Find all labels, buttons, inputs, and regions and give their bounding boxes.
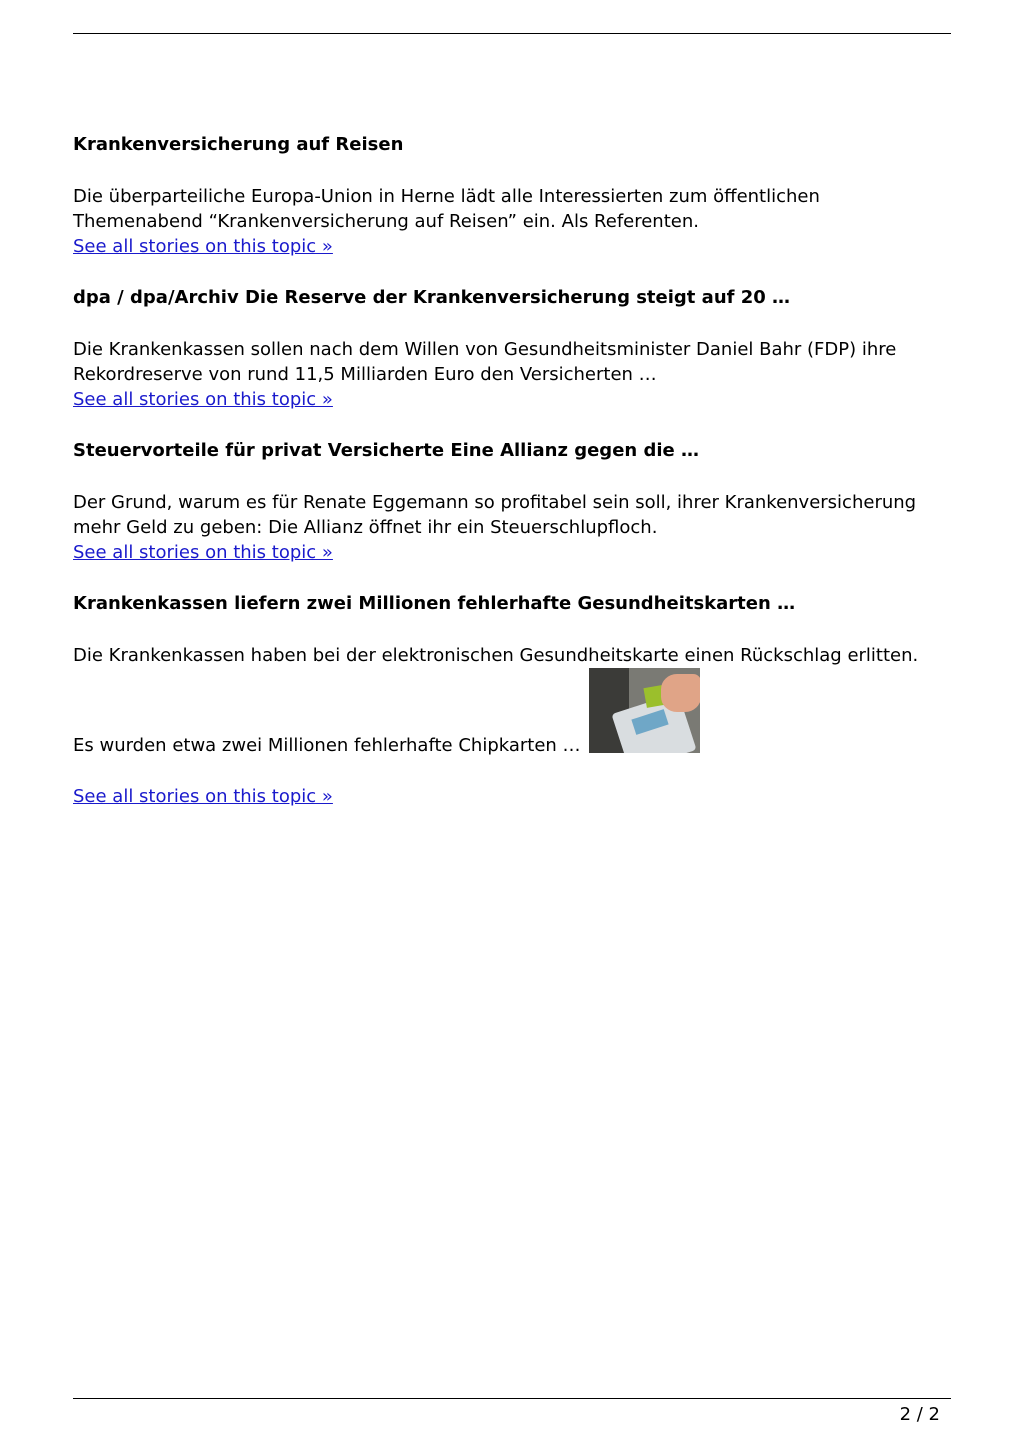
story-text-line: Es wurden etwa zwei Millionen fehlerhafte Chipkarten … xyxy=(73,735,581,756)
story-title: Krankenversicherung auf Reisen xyxy=(73,134,404,155)
story-text-line: Die Krankenkassen sollen nach dem Willen von Gesundheitsminister Daniel Bahr (FDP) ihre xyxy=(73,339,897,360)
story-text-with-image xyxy=(73,668,951,758)
see-all-stories-link[interactable]: See all stories on this topic » xyxy=(73,389,333,410)
story-title: dpa / dpa/Archiv Die Reserve der Krankenversicherung steigt auf 20 … xyxy=(73,287,791,308)
story-4 xyxy=(73,591,951,835)
story-text-line: Die überparteiliche Europa-Union in Herne lädt alle Interessierten zum öffentlichen xyxy=(73,186,820,207)
story-title: Steuervorteile für privat Versicherte Eine Allianz gegen die … xyxy=(73,440,700,461)
health-card-reader-photo xyxy=(589,668,700,753)
document-content xyxy=(73,132,951,835)
story-text-line: mehr Geld zu geben: Die Allianz öffnet ihr ein Steuerschlupfloch. xyxy=(73,517,658,538)
story-text-line: Die Krankenkassen haben bei der elektronischen Gesundheitskarte einen Rückschlag erlitten. xyxy=(73,645,919,666)
story-text-line: Themenabend “Krankenversicherung auf Reisen” ein. Als Referenten. xyxy=(73,211,699,232)
story-3 xyxy=(73,438,951,591)
hand xyxy=(661,674,700,712)
see-all-stories-link[interactable]: See all stories on this topic » xyxy=(73,236,333,257)
page-number: 2 / 2 xyxy=(899,1404,940,1425)
story-text-line: Rekordreserve von rund 11,5 Milliarden Euro den Versicherten … xyxy=(73,364,657,385)
story-title: Krankenkassen liefern zwei Millionen fehlerhafte Gesundheitskarten … xyxy=(73,593,796,614)
header-rule xyxy=(73,33,951,34)
story-text-line: Der Grund, warum es für Renate Eggemann so profitabel sein soll, ihrer Krankenversicherung xyxy=(73,492,917,513)
footer-rule xyxy=(73,1398,951,1399)
story-2 xyxy=(73,285,951,438)
see-all-stories-link[interactable]: See all stories on this topic » xyxy=(73,542,333,563)
see-all-stories-link[interactable]: See all stories on this topic » xyxy=(73,786,333,807)
story-1 xyxy=(73,132,951,285)
